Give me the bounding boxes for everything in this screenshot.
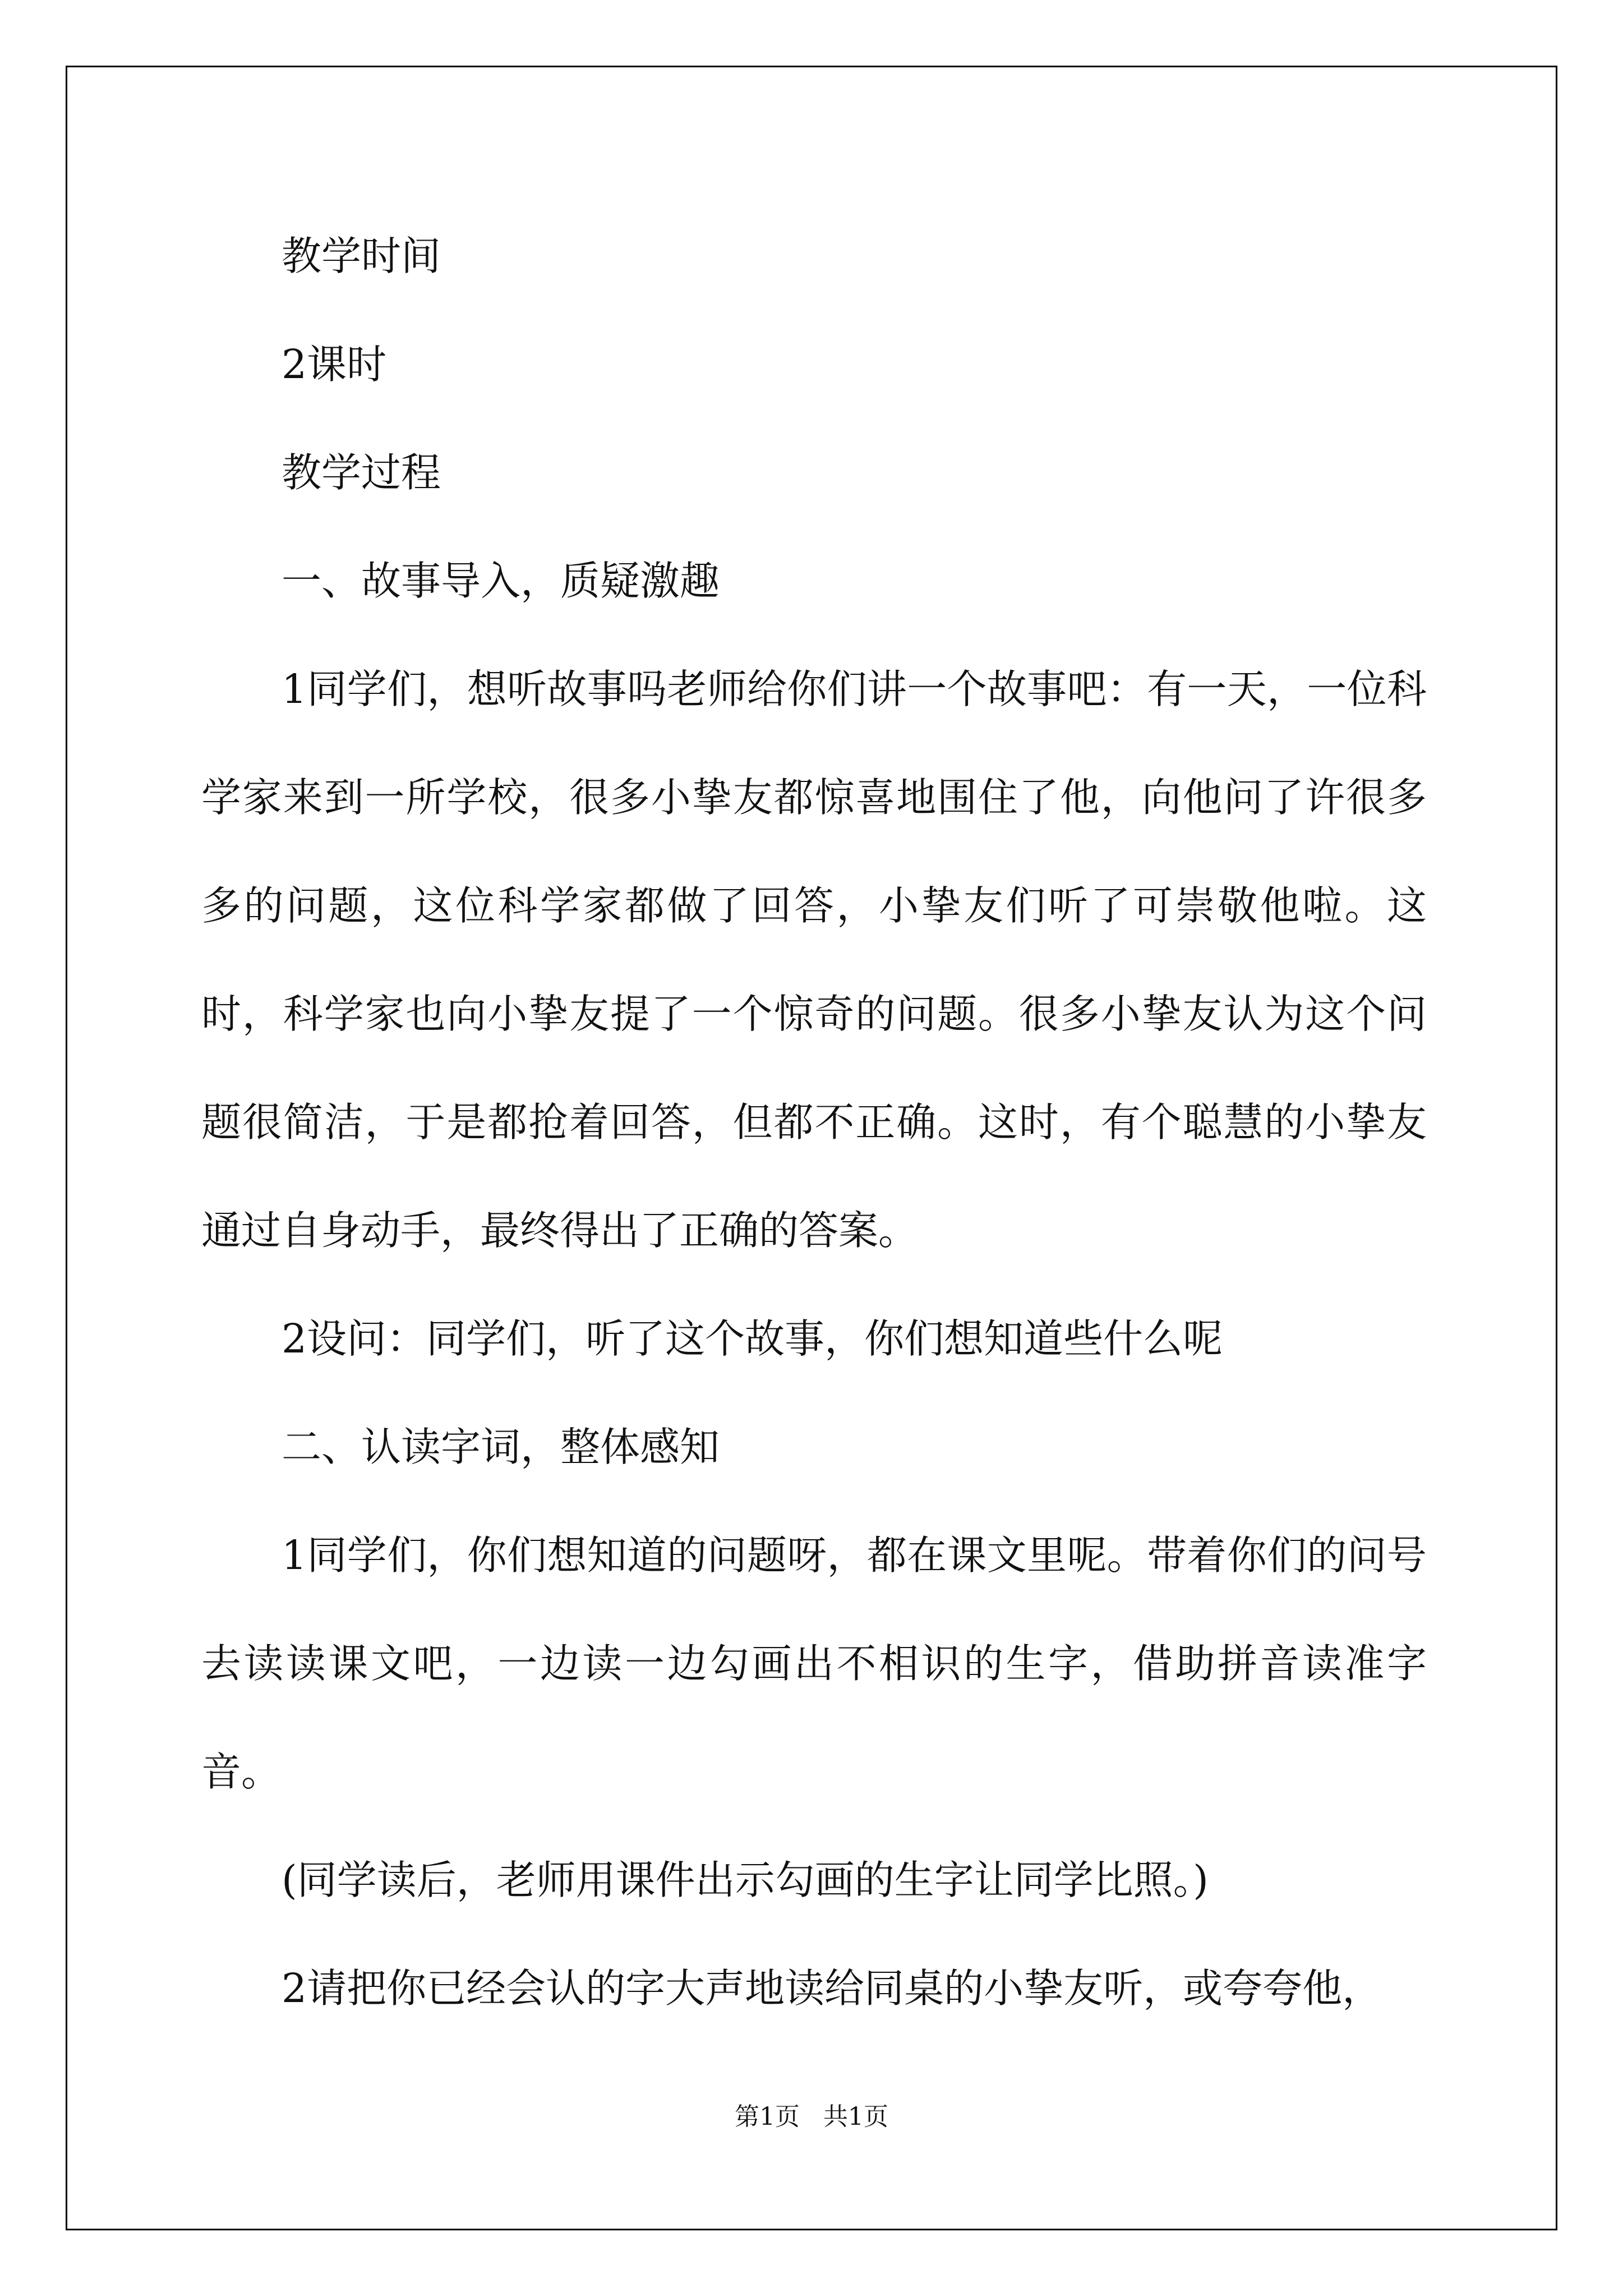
paragraph-teaching-process-heading: 教学过程 (282, 449, 441, 496)
paragraph-section-one-heading: 一、故事导入，质疑激趣 (282, 558, 720, 604)
page-number-footer: 第1页 共1页 (735, 2102, 888, 2131)
paragraph-story: 1同学们，想听故事吗老师给你们讲一个故事吧：有一天，一位科学家来到一所学校，很多小挚友都惊喜地围住了他，向他问了许很多多的问题，这位科学家都做了回答，小挚友们听了可崇敬他啦。这时，科学家也向小挚友提了一个惊奇的问题。很多小挚友认为这个问题很简洁，于是都抢着回答，但都不正确。这时，有个聪慧的小挚友通过自身动手，最终得出了正确的答案。 (201, 666, 1427, 1254)
paragraph-teacher-note: (同学读后，老师用课件出示勾画的生字让同学比照。) (282, 1857, 1209, 1903)
document-body (201, 202, 1427, 2042)
paragraph-class-hours: 2课时 (282, 341, 387, 388)
paragraph-section-two-heading: 二、认读字词，整体感知 (282, 1424, 720, 1470)
paragraph-question: 2设问：同学们，听了这个故事，你们想知道些什么呢 (282, 1315, 1223, 1362)
paragraph-teaching-time-heading: 教学时间 (282, 233, 441, 279)
paragraph-read-text: 1同学们，你们想知道的问题呀，都在课文里呢。带着你们的问号去读读课文吧，一边读一边勾画出不相识的生字，借助拼音读准字音。 (201, 1532, 1427, 1795)
paragraph-read-to-deskmate: 2请把你已经会认的字大声地读给同桌的小挚友听，或夸夸他， (282, 1965, 1382, 2012)
